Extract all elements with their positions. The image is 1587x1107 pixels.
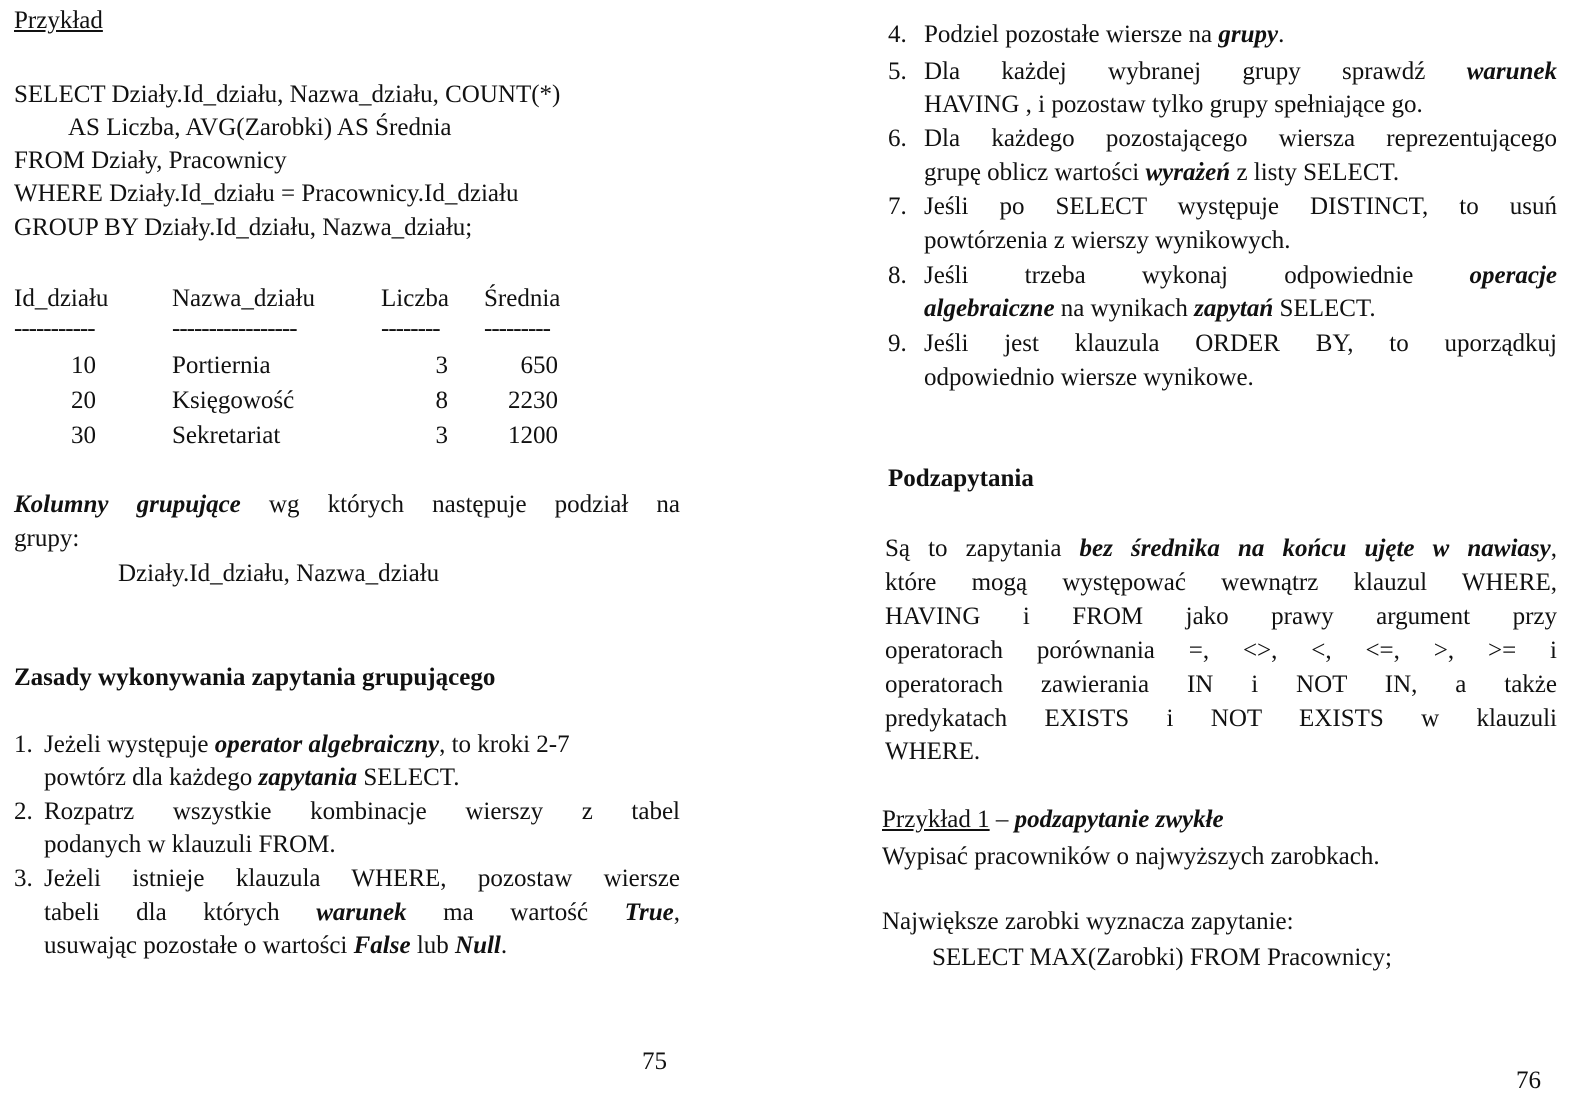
cell-avg: 1200	[508, 422, 558, 449]
cell-count: 3	[435, 422, 448, 449]
cell-count: 3	[435, 352, 448, 379]
subqueries-heading: Podzapytania	[888, 465, 1034, 492]
cell-id: 30	[71, 422, 96, 449]
separator-dashes: -----------------	[172, 315, 297, 342]
list-number: 6.	[888, 125, 907, 152]
example-title: Przykład	[14, 7, 103, 34]
separator-dashes: -----------	[14, 315, 95, 342]
list-number: 2.	[14, 798, 33, 825]
cell-name: Portiernia	[172, 352, 271, 379]
grouping-line: Kolumny grupujące wg których następuje podział na	[14, 491, 680, 518]
list-number: 4.	[888, 21, 907, 48]
sql-line: FROM Działy, Pracownicy	[14, 147, 287, 174]
cell-id: 20	[71, 387, 96, 414]
list-number: 7.	[888, 193, 907, 220]
cell-count: 8	[435, 387, 448, 414]
column-header: Nazwa_działu	[172, 285, 315, 312]
list-number: 9.	[888, 330, 907, 357]
page-number: 75	[642, 1048, 667, 1075]
cell-name: Księgowość	[172, 387, 295, 414]
column-header: Liczba	[381, 285, 450, 312]
list-number: 5.	[888, 58, 907, 85]
grouping-term: Kolumny grupujące	[14, 491, 241, 518]
cell-avg: 650	[520, 352, 558, 379]
page-number: 76	[1516, 1067, 1541, 1094]
sql-line: WHERE Działy.Id_działu = Pracownicy.Id_działu	[14, 180, 519, 207]
example-1-title: Przykład 1 – podzapytanie zwykłe	[882, 806, 1224, 833]
left-page: Przykład SELECT Działy.Id_działu, Nazwa_działu, COUNT(*) AS Liczba, AVG(Zarobki) AS Średnia FROM Działy, Pracownicy WHERE Działy.Id_działu = Pracownicy.Id_działu GROUP BY Działy.Id_działu, Nazwa_działu; Id_działu Nazwa_działu Liczba Średnia ----------- ----------------- -------- --------- 10 Portiernia 3 650 20 Księgowość 8 2230 30 Sekretariat 3 1200 Kolumny grupujące wg których następuje podział na grupy: Działy.Id_działu, Nazwa_działu Zasady wykonywania zapytania grupującego 1. Jeżeli występuje operator algebraiczny, to kroki 2-7 powtórz dla każdego zapytania SELECT. 2. Rozpatrz wszystkie kombinacje wierszy z tabel podanych w klauzuli FROM. 3. Jeżeli istnieje klauzula WHERE, pozostaw wiersze tabeli dla których warunek ma wartość True, usuwając pozostałe o wartości False lub Null. 75	[0, 0, 790, 1107]
list-number: 8.	[888, 262, 907, 289]
example-1-task: Wypisać pracowników o najwyższych zarobkach.	[882, 843, 1380, 870]
column-header: Id_działu	[14, 285, 109, 312]
sql-line: GROUP BY Działy.Id_działu, Nazwa_działu;	[14, 214, 473, 241]
cell-avg: 2230	[508, 387, 558, 414]
grouping-line: grupy:	[14, 525, 80, 552]
example-1-intro: Największe zarobki wyznacza zapytanie:	[882, 908, 1294, 935]
sql-line: AS Liczba, AVG(Zarobki) AS Średnia	[68, 114, 452, 141]
sql-line: SELECT Działy.Id_działu, Nazwa_działu, COUNT(*)	[14, 81, 561, 108]
rules-heading: Zasady wykonywania zapytania grupującego	[14, 664, 496, 691]
cell-name: Sekretariat	[172, 422, 281, 449]
list-number: 1.	[14, 731, 33, 758]
cell-id: 10	[71, 352, 96, 379]
column-header: Średnia	[484, 285, 561, 312]
separator-dashes: --------	[381, 315, 440, 342]
example-1-query: SELECT MAX(Zarobki) FROM Pracownicy;	[932, 944, 1392, 971]
right-page: 4. Podziel pozostałe wiersze na grupy. 5. Dla każdej wybranej grupy sprawdź warunek HAVING , i pozostaw tylko grupy spełniające go. 6. Dla każdego pozostającego wiersza reprezentującego grupę oblicz wartości wyrażeń z listy SELECT. 7. Jeśli po SELECT występuje DISTINCT, to usuń powtórzenia z wierszy wynikowych. 8. Jeśli trzeba wykonaj odpowiednie operacje algebraiczne na wynikach zapytań SELECT. 9. Jeśli jest klauzula ORDER BY, to uporządkuj odpowiednio wiersze wynikowe. Podzapytania Są to zapytania bez średnika na końcu ujęte w nawiasy, które mogą występować wewnątrz klauzul WHERE, HAVING i FROM jako prawy argument przy operatorach porównania =, <>, <, <=, >, >= i operatorach zawierania IN i NOT IN, a także predykatach EXISTS i NOT EXISTS w klauzuli WHERE. Przykład 1 – podzapytanie zwykłe Wypisać pracowników o najwyższych zarobkach. Największe zarobki wyznacza zapytanie: SELECT MAX(Zarobki) FROM Pracownicy; 76	[860, 0, 1587, 1107]
list-number: 3.	[14, 865, 33, 892]
grouping-columns: Działy.Id_działu, Nazwa_działu	[118, 560, 440, 587]
separator-dashes: ---------	[484, 315, 550, 342]
